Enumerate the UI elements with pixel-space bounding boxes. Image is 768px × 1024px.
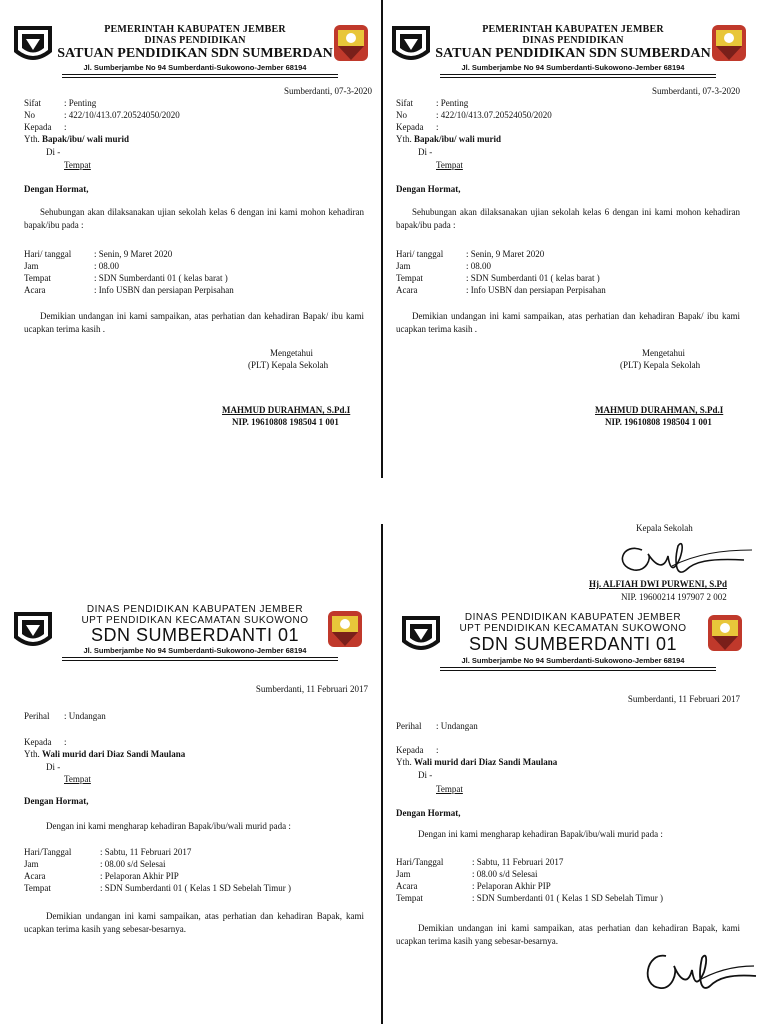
letter-b-perihal-row bbox=[24, 710, 106, 722]
letter-a-detail-row bbox=[24, 260, 119, 272]
signature-icon bbox=[640, 946, 760, 998]
letter-a-copy-detail-label: Jam bbox=[396, 261, 411, 271]
letter-b-greeting: Dengan Hormat, bbox=[24, 796, 89, 806]
letter-a-recipient: Bapak/ibu/ wali murid bbox=[42, 134, 130, 144]
letter-a-copy-no-label: No bbox=[396, 110, 407, 120]
letter-a-copy-kepada-value: : bbox=[436, 122, 439, 132]
letter-a-copy-greeting: Dengan Hormat, bbox=[396, 184, 461, 194]
letter-b-school-name: SDN SUMBERDANTI 01 bbox=[90, 625, 300, 645]
letter-a-copy-sifat-value: : Penting bbox=[436, 98, 469, 108]
letter-a-detail-row bbox=[24, 272, 228, 284]
letter-b-copy-kop-line1: DINAS PENDIDIKAN KABUPATEN JEMBER bbox=[464, 612, 682, 623]
letter-a-kop-rule bbox=[62, 74, 338, 75]
letter-a-no-row bbox=[24, 109, 180, 121]
letter-a-detail-value: : 08.00 bbox=[94, 261, 120, 271]
letter-b-kop-rule-thin bbox=[62, 660, 338, 661]
letter-b-copy-school-name: SDN SUMBERDANTI 01 bbox=[468, 634, 678, 654]
letter-b-kepada-label: Kepada bbox=[24, 737, 52, 747]
letter-b-copy-detail-label: Hari/Tanggal bbox=[396, 857, 444, 867]
letter-a-copy-kepada-label: Kepada bbox=[396, 122, 424, 132]
letter-b-detail-row bbox=[24, 882, 291, 894]
letter-b-di: Di - bbox=[46, 762, 61, 772]
letter-a-copy-sifat-label: Sifat bbox=[396, 98, 413, 108]
letter-b-detail-label: Jam bbox=[24, 859, 39, 869]
letter-a-copy-date: Sumberdanti, 07-3-2020 bbox=[652, 86, 740, 96]
letter-a-sifat-value: : Penting bbox=[64, 98, 97, 108]
letter-b-copy-recipient: Wali murid dari Diaz Sandi Maulana bbox=[414, 757, 558, 767]
kepala-sekolah-name: Hj. ALFIAH DWI PURWENI, S.Pd bbox=[589, 579, 727, 589]
letter-a-copy-detail-label: Tempat bbox=[396, 273, 423, 283]
letter-b-detail-value: : SDN Sumberdanti 01 ( Kelas 1 SD Sebelah Timur ) bbox=[100, 883, 291, 893]
letter-a-detail-label: Jam bbox=[24, 261, 39, 271]
letter-b-copy-di: Di - bbox=[418, 770, 433, 780]
letter-a-kepada-value: : bbox=[64, 122, 67, 132]
kepala-sekolah-title: Kepala Sekolah bbox=[636, 523, 693, 533]
letter-a-detail-row bbox=[24, 248, 172, 260]
letter-a-kop-rule-thin bbox=[62, 77, 338, 78]
letter-a-sign-mengetahui: Mengetahui bbox=[270, 348, 313, 358]
letter-a-tempat: Tempat bbox=[64, 160, 91, 170]
letter-b-copy-detail-label: Acara bbox=[396, 881, 418, 891]
letter-a-copy-detail-value: : 08.00 bbox=[466, 261, 492, 271]
letter-a-copy-detail-value: : Info USBN dan persiapan Perpisahan bbox=[466, 285, 606, 295]
letter-a-body: Sehubungan akan dilaksanakan ujian sekolah kelas 6 dengan ini kami mohon kehadiran bapak/ibu pada : bbox=[24, 207, 364, 230]
letter-a-detail-label: Acara bbox=[24, 285, 46, 295]
letter-b-copy-yth: Yth. bbox=[396, 757, 412, 767]
letter-a-copy-kop-line2: DINAS PENDIDIKAN bbox=[522, 35, 624, 46]
letter-a-copy-address: Jl. Sumberjambe No 94 Sumberdanti-Sukowono-Jember 68194 bbox=[461, 63, 685, 72]
letter-b-copy-tempat: Tempat bbox=[436, 784, 463, 794]
letter-a-copy-school-name: SATUAN PENDIDIKAN SDN SUMBERDAN bbox=[435, 46, 711, 61]
letter-b-copy-greeting: Dengan Hormat, bbox=[396, 808, 461, 818]
letter-a-copy-tempat: Tempat bbox=[436, 160, 463, 170]
letter-b-copy-detail-row bbox=[396, 880, 551, 892]
letter-b-copy-kop-rule-thin bbox=[440, 670, 716, 671]
letter-a-closing: Demikian undangan ini kami sampaikan, atas perhatian dan kehadiran Bapak/ ibu kami ucapkan terima kasih . bbox=[24, 311, 364, 334]
letter-b-detail-row bbox=[24, 858, 166, 870]
letter-b-detail-row bbox=[24, 870, 179, 882]
letter-a-detail-value: : Senin, 9 Maret 2020 bbox=[94, 249, 173, 259]
letter-b-copy-detail-row bbox=[396, 856, 563, 868]
letter-b-copy-address: Jl. Sumberjambe No 94 Sumberdanti-Sukowono-Jember 68194 bbox=[461, 656, 685, 665]
letter-a-signer-name: MAHMUD DURAHMAN, S.Pd.I bbox=[222, 405, 351, 415]
letter-a-copy-kop-rule bbox=[440, 74, 716, 75]
letter-a-kop-line2: DINAS PENDIDIKAN bbox=[144, 35, 246, 46]
letter-a-copy-detail-label: Hari/ tanggal bbox=[396, 249, 444, 259]
letter-a-detail-label: Tempat bbox=[24, 273, 51, 283]
letter-b-detail-value: : Sabtu, 11 Februari 2017 bbox=[100, 847, 192, 857]
letter-b-detail-label: Hari/Tanggal bbox=[24, 847, 72, 857]
letter-b-copy-perihal-label: Perihal bbox=[396, 721, 422, 731]
letter-a-copy-recipient: Bapak/ibu/ wali murid bbox=[414, 134, 502, 144]
letter-b-copy-detail-row bbox=[396, 868, 538, 880]
letter-a-copy-no-row bbox=[396, 109, 552, 121]
letter-b-copy-detail-label: Tempat bbox=[396, 893, 423, 903]
letter-b-copy-closing: Demikian undangan ini kami sampaikan, atas perhatian dan kehadiran Bapak, kami ucapkan terima kasih yang sebesar-besarnya. bbox=[396, 923, 740, 946]
letter-b-recipient: Wali murid dari Diaz Sandi Maulana bbox=[42, 749, 186, 759]
letter-b-copy-kepada-row bbox=[396, 744, 439, 756]
letter-a-copy-di: Di - bbox=[418, 147, 433, 157]
letter-b-yth: Yth. bbox=[24, 749, 40, 759]
letter-b-date: Sumberdanti, 11 Februari 2017 bbox=[255, 684, 368, 694]
letter-b-perihal-value: : Undangan bbox=[64, 711, 106, 721]
letter-a-di: Di - bbox=[46, 147, 61, 157]
letter-b-copy-yth-row bbox=[396, 756, 557, 768]
letter-b-closing: Demikian undangan ini kami sampaikan, atas perhatian dan kehadiran Bapak, kami ucapkan terima kasih yang sebesar-besarnya. bbox=[24, 911, 364, 934]
letter-a-copy-no-value: : 422/10/413.07.20524050/2020 bbox=[436, 110, 552, 120]
letter-b-kop-line1: DINAS PENDIDIKAN KABUPATEN JEMBER bbox=[86, 604, 304, 615]
letter-a-copy-closing: Demikian undangan ini kami sampaikan, atas perhatian dan kehadiran Bapak/ ibu kami ucapkan terima kasih . bbox=[396, 311, 740, 334]
letter-a-no-value: : 422/10/413.07.20524050/2020 bbox=[64, 110, 180, 120]
letter-b-detail-value: : 08.00 s/d Selesai bbox=[100, 859, 166, 869]
letter-a-sifat-label: Sifat bbox=[24, 98, 41, 108]
letter-b-bottom-left bbox=[10, 596, 380, 1024]
letter-b-copy-perihal-row bbox=[396, 720, 478, 732]
letter-b-copy-perihal-value: : Undangan bbox=[436, 721, 478, 731]
letter-a-copy-body: Sehubungan akan dilaksanakan ujian sekolah kelas 6 dengan ini kami mohon kehadiran bapak/ibu pada : bbox=[396, 207, 740, 230]
kepala-sekolah-nip: NIP. 19600214 197907 2 002 bbox=[621, 592, 727, 602]
letter-b-copy-body: Dengan ini kami mengharap kehadiran Bapak/ibu/wali murid pada : bbox=[418, 829, 663, 839]
letter-a-detail-row bbox=[24, 284, 234, 296]
letter-a-signer-nip: NIP. 19610808 198504 1 001 bbox=[232, 417, 339, 427]
letter-a-sifat-row bbox=[24, 97, 96, 109]
letter-b-copy-kop-rule bbox=[440, 667, 716, 668]
letter-a-sign-title: (PLT) Kepala Sekolah bbox=[248, 360, 329, 370]
letter-a-yth: Yth. bbox=[24, 134, 40, 144]
letter-b-address: Jl. Sumberjambe No 94 Sumberdanti-Sukowono-Jember 68194 bbox=[83, 646, 307, 655]
letter-a-copy-yth: Yth. bbox=[396, 134, 412, 144]
letter-a-kepada-label: Kepada bbox=[24, 122, 52, 132]
letter-b-yth-row bbox=[24, 748, 185, 760]
letter-a-copy-detail-row bbox=[396, 284, 606, 296]
letter-b-kepada-value: : bbox=[64, 737, 67, 747]
letter-a-copy-detail-label: Acara bbox=[396, 285, 418, 295]
letter-b-kop-line2: UPT PENDIDIKAN KECAMATAN SUKOWONO bbox=[81, 615, 309, 626]
letter-a-school-name: SATUAN PENDIDIKAN SDN SUMBERDAN bbox=[57, 46, 333, 61]
letter-a-copy-detail-row bbox=[396, 248, 544, 260]
divider-bottom bbox=[381, 524, 383, 1024]
letter-a-detail-label: Hari/ tanggal bbox=[24, 249, 72, 259]
letter-a-copy-signer-nip: NIP. 19610808 198504 1 001 bbox=[605, 417, 712, 427]
letter-a-copy-detail-value: : Senin, 9 Maret 2020 bbox=[466, 249, 545, 259]
letter-b-copy-kop-line2: UPT PENDIDIKAN KECAMATAN SUKOWONO bbox=[459, 623, 687, 634]
letter-a-copy-detail-row bbox=[396, 272, 600, 284]
letter-a-copy-kop-line1: PEMERINTAH KABUPATEN JEMBER bbox=[482, 24, 664, 35]
letter-b-detail-row bbox=[24, 846, 191, 858]
letter-a-yth-row bbox=[24, 133, 129, 145]
letter-a-copy-yth-row bbox=[396, 133, 501, 145]
letter-b-copy-detail-value: : SDN Sumberdanti 01 ( Kelas 1 SD Sebelah Timur ) bbox=[472, 893, 663, 903]
letter-b-copy-detail-value: : Sabtu, 11 Februari 2017 bbox=[472, 857, 564, 867]
letter-b-tempat: Tempat bbox=[64, 774, 91, 784]
letter-b-perihal-label: Perihal bbox=[24, 711, 50, 721]
letter-b-copy-kepada-value: : bbox=[436, 745, 439, 755]
letter-a-greeting: Dengan Hormat, bbox=[24, 184, 89, 194]
letter-b-copy-detail-row bbox=[396, 892, 663, 904]
letter-a-copy-sifat-row bbox=[396, 97, 468, 109]
letter-a-kepada-row bbox=[24, 121, 67, 133]
letter-b-copy-detail-value: : Pelaporan Akhir PIP bbox=[472, 881, 551, 891]
signature-icon bbox=[612, 536, 762, 580]
letter-b-detail-value: : Pelaporan Akhir PIP bbox=[100, 871, 179, 881]
letter-a-detail-value: : SDN Sumberdanti 01 ( kelas barat ) bbox=[94, 273, 228, 283]
letter-b-copy-detail-label: Jam bbox=[396, 869, 411, 879]
letter-b-body: Dengan ini kami mengharap kehadiran Bapak/ibu/wali murid pada : bbox=[46, 821, 291, 831]
letter-b-copy-detail-value: : 08.00 s/d Selesai bbox=[472, 869, 538, 879]
letter-a-copy-signer-name: MAHMUD DURAHMAN, S.Pd.I bbox=[595, 405, 724, 415]
letter-a-detail-value: : Info USBN dan persiapan Perpisahan bbox=[94, 285, 234, 295]
letter-a-no-label: No bbox=[24, 110, 35, 120]
letter-a-address: Jl. Sumberjambe No 94 Sumberdanti-Sukowono-Jember 68194 bbox=[83, 63, 307, 72]
letter-b-copy-date: Sumberdanti, 11 Februari 2017 bbox=[627, 694, 740, 704]
letter-b-kepada-row bbox=[24, 736, 67, 748]
letter-a-top-right bbox=[388, 0, 758, 478]
letter-a-date: Sumberdanti, 07-3-2020 bbox=[284, 86, 372, 96]
letter-a-copy-kop-rule-thin bbox=[440, 77, 716, 78]
letter-b-detail-label: Acara bbox=[24, 871, 46, 881]
letter-a-copy-sign-mengetahui: Mengetahui bbox=[642, 348, 685, 358]
letter-b-kop-rule bbox=[62, 657, 338, 658]
letter-a-copy-sign-title: (PLT) Kepala Sekolah bbox=[620, 360, 701, 370]
letter-a-copy-detail-value: : SDN Sumberdanti 01 ( kelas barat ) bbox=[466, 273, 600, 283]
letter-a-top-left bbox=[10, 0, 380, 478]
letter-a-copy-detail-row bbox=[396, 260, 491, 272]
letter-b-copy-kepada-label: Kepada bbox=[396, 745, 424, 755]
letter-b-detail-label: Tempat bbox=[24, 883, 51, 893]
letter-a-copy-kepada-row bbox=[396, 121, 439, 133]
letter-a-kop-line1: PEMERINTAH KABUPATEN JEMBER bbox=[104, 24, 286, 35]
divider-top bbox=[381, 0, 383, 478]
